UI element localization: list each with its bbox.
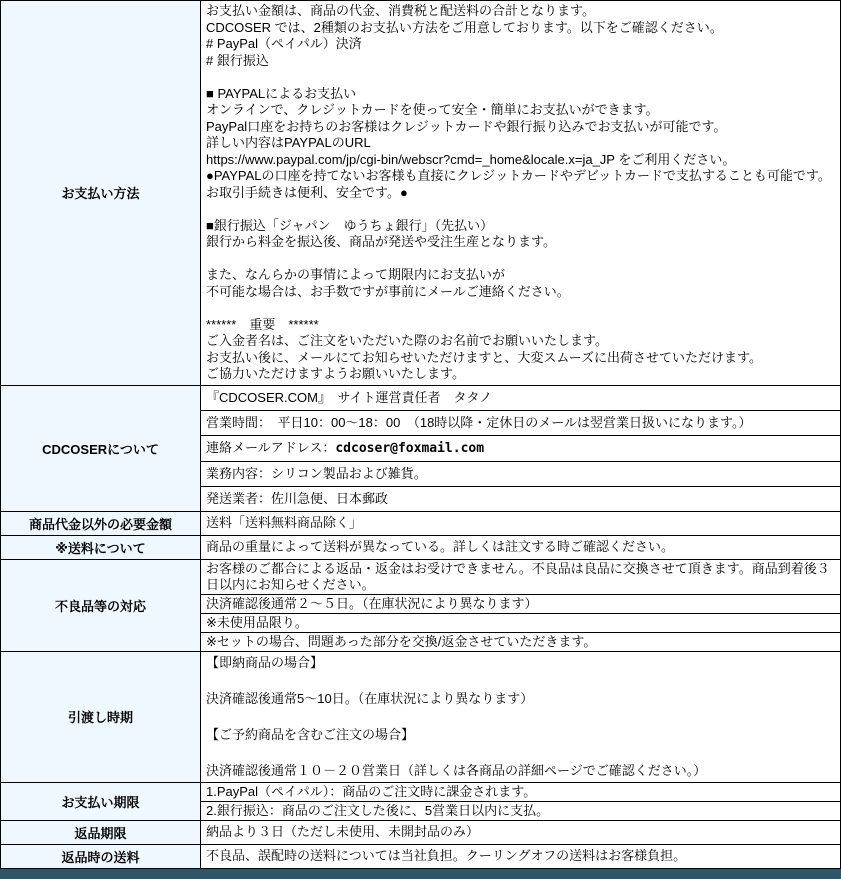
- row-return-deadline: [1, 820, 841, 844]
- defect-content: [201, 559, 841, 651]
- contact-email: cdcoser@foxmail.com: [335, 440, 485, 456]
- payment-method-label: お支払い方法: [1, 1, 201, 386]
- text-line: 詳しい内容はPAYPALのURL: [206, 135, 371, 150]
- text-line: PayPal口座をお持ちのお客様はクレジットカードや銀行振り込みでお支払いが可能です。: [206, 118, 727, 134]
- shipping-note-label: ※送料について: [1, 535, 201, 559]
- return-deadline-text: 納品より３日（ただし未使用、未開封品のみ）: [206, 823, 480, 839]
- text-line: 【ご予約商品を含むご注文の場合】: [206, 726, 415, 742]
- row-defect-policy: [1, 559, 841, 651]
- text-line: 【即納商品の場合】: [206, 654, 324, 670]
- return-shipping-content: [201, 844, 841, 868]
- about-shipper: 発送業者：佐川急便、日本郵政: [206, 490, 389, 506]
- text-line: 不可能な場合は、お手数ですが事前にメールご連絡ください。: [206, 283, 570, 299]
- payment-deadline-label: お支払い期限: [1, 782, 201, 820]
- delivery-label: 引渡し時期: [1, 651, 201, 782]
- text-line: [201, 201, 840, 218]
- text-line: ****** 重要 ******: [206, 316, 319, 332]
- footer-bar: [0, 869, 841, 879]
- row-shipping-note: [1, 535, 841, 559]
- payment-deadline-paypal: 1.PayPal（ペイパル）：商品のご注文時に課金されます。: [201, 783, 840, 802]
- about-business: 業務内容：シリコン製品および雑貨。: [201, 462, 840, 487]
- about-operator: 『CDCOSER.COM』 サイト運営責任者 タタノ: [201, 386, 840, 411]
- text-line: ご入金者名は、ご注文をいただいた際のお名前でお願いいたします。: [206, 333, 608, 348]
- return-deadline-label: 返品期限: [1, 820, 201, 844]
- row-delivery-time: [1, 651, 841, 782]
- text-line: ●PAYPALの口座を持てないお客様も直接にクレジットカードやデビットカードで支払することも可能です。: [206, 168, 831, 183]
- payment-deadline-bank: 2.銀行振込：商品のご注文した後に、5営業日以内に支払。: [206, 802, 550, 818]
- return-shipping-text: 不良品、誤配時の送料については当社負担。クーリングオフの送料はお客様負担。: [206, 847, 687, 863]
- defect-row-unused-only: ※未使用品限り。: [201, 614, 840, 633]
- row-about-cdcoser: [1, 385, 841, 511]
- contact-label: 連絡メールアドレス：: [206, 439, 336, 455]
- text-line: [201, 69, 840, 86]
- row-payment-deadline: [1, 782, 841, 820]
- about-contact: [201, 436, 840, 462]
- defect-label: 不良品等の対応: [1, 559, 201, 651]
- text-line: ■ PAYPALによるお支払い: [206, 85, 357, 101]
- text-line: [201, 300, 840, 317]
- defect-row-set-exchange: ※セットの場合、問題あった部分を交換/返金させていただきます。: [206, 633, 597, 649]
- text-line: # PayPal（ペイパル）決済: [206, 36, 362, 51]
- delivery-content: [201, 651, 841, 782]
- row-extra-fees: [1, 511, 841, 535]
- defect-row-processing-time: 決済確認後通常２～５日。（在庫状況により異なります）: [201, 595, 840, 614]
- text-line: また、なんらかの事情によって期限内にお支払いが: [206, 267, 506, 282]
- extra-fees-content: [201, 511, 841, 535]
- text-line: [201, 708, 840, 726]
- text-line: CDCOSER では、2種類のお支払い方法をご用意しております。以下をご確認ください。: [206, 19, 723, 35]
- extra-fees-text: 送料「送料無料商品除く」: [206, 514, 363, 530]
- shipping-note-text: 商品の重量によって送料が異なっている。詳しくは註文する時ご確認ください。: [206, 538, 675, 554]
- defect-row-return-policy: お客様のご都合による返品・返金はお受けできません。不良品は良品に交換させて頂きます。商品到着後３日以内にお知らせください。: [201, 560, 840, 595]
- text-line: お支払い後に、メールにてお知らせいただけますと、大変スムーズに出荷させていただけます。: [206, 349, 763, 365]
- text-line: [201, 672, 840, 690]
- text-line: お取引手続きは便利、安全です。●: [206, 184, 408, 200]
- about-content: [201, 385, 841, 511]
- text-line: https://www.paypal.com/jp/cgi-bin/webscr?cmd=_home&locale.x=ja_JP をご利用ください。: [206, 151, 736, 167]
- about-label: CDCOSERについて: [1, 385, 201, 511]
- text-line: 決済確認後通常１０－２０営業日（詳しくは各商品の詳細ページでご確認ください。）: [206, 762, 707, 778]
- return-deadline-content: [201, 820, 841, 844]
- return-shipping-label: 返品時の送料: [1, 844, 201, 868]
- payment-method-content: [201, 1, 841, 386]
- text-line: 決済確認後通常5～10日。（在庫状況により異なります）: [206, 690, 534, 706]
- text-line: [201, 744, 840, 762]
- text-line: 銀行から料金を振込後、商品が発送や受注生産となります。: [206, 234, 556, 249]
- text-line: ■銀行振込「ジャパン ゆうちょ銀行」（先払い）: [206, 217, 494, 233]
- payment-deadline-content: [201, 782, 841, 820]
- text-line: オンラインで、クレジットカードを使って安全・簡単にお支払いができます。: [206, 102, 659, 117]
- text-line: [201, 251, 840, 268]
- row-return-shipping: [1, 844, 841, 868]
- row-payment-method: [1, 1, 841, 386]
- extra-fees-label: 商品代金以外の必要金額: [1, 511, 201, 535]
- text-line: ご協力いただけますようお願いいたします。: [206, 366, 465, 381]
- text-line: # 銀行振込: [206, 52, 269, 68]
- shipping-note-content: [201, 535, 841, 559]
- text-line: お支払い金額は、商品の代金、消費税と配送料の合計となります。: [206, 3, 595, 18]
- about-hours: 営業時間： 平日10：00～18：00 （18時以降・定休日のメールは翌営業日扱いになります。）: [201, 411, 840, 436]
